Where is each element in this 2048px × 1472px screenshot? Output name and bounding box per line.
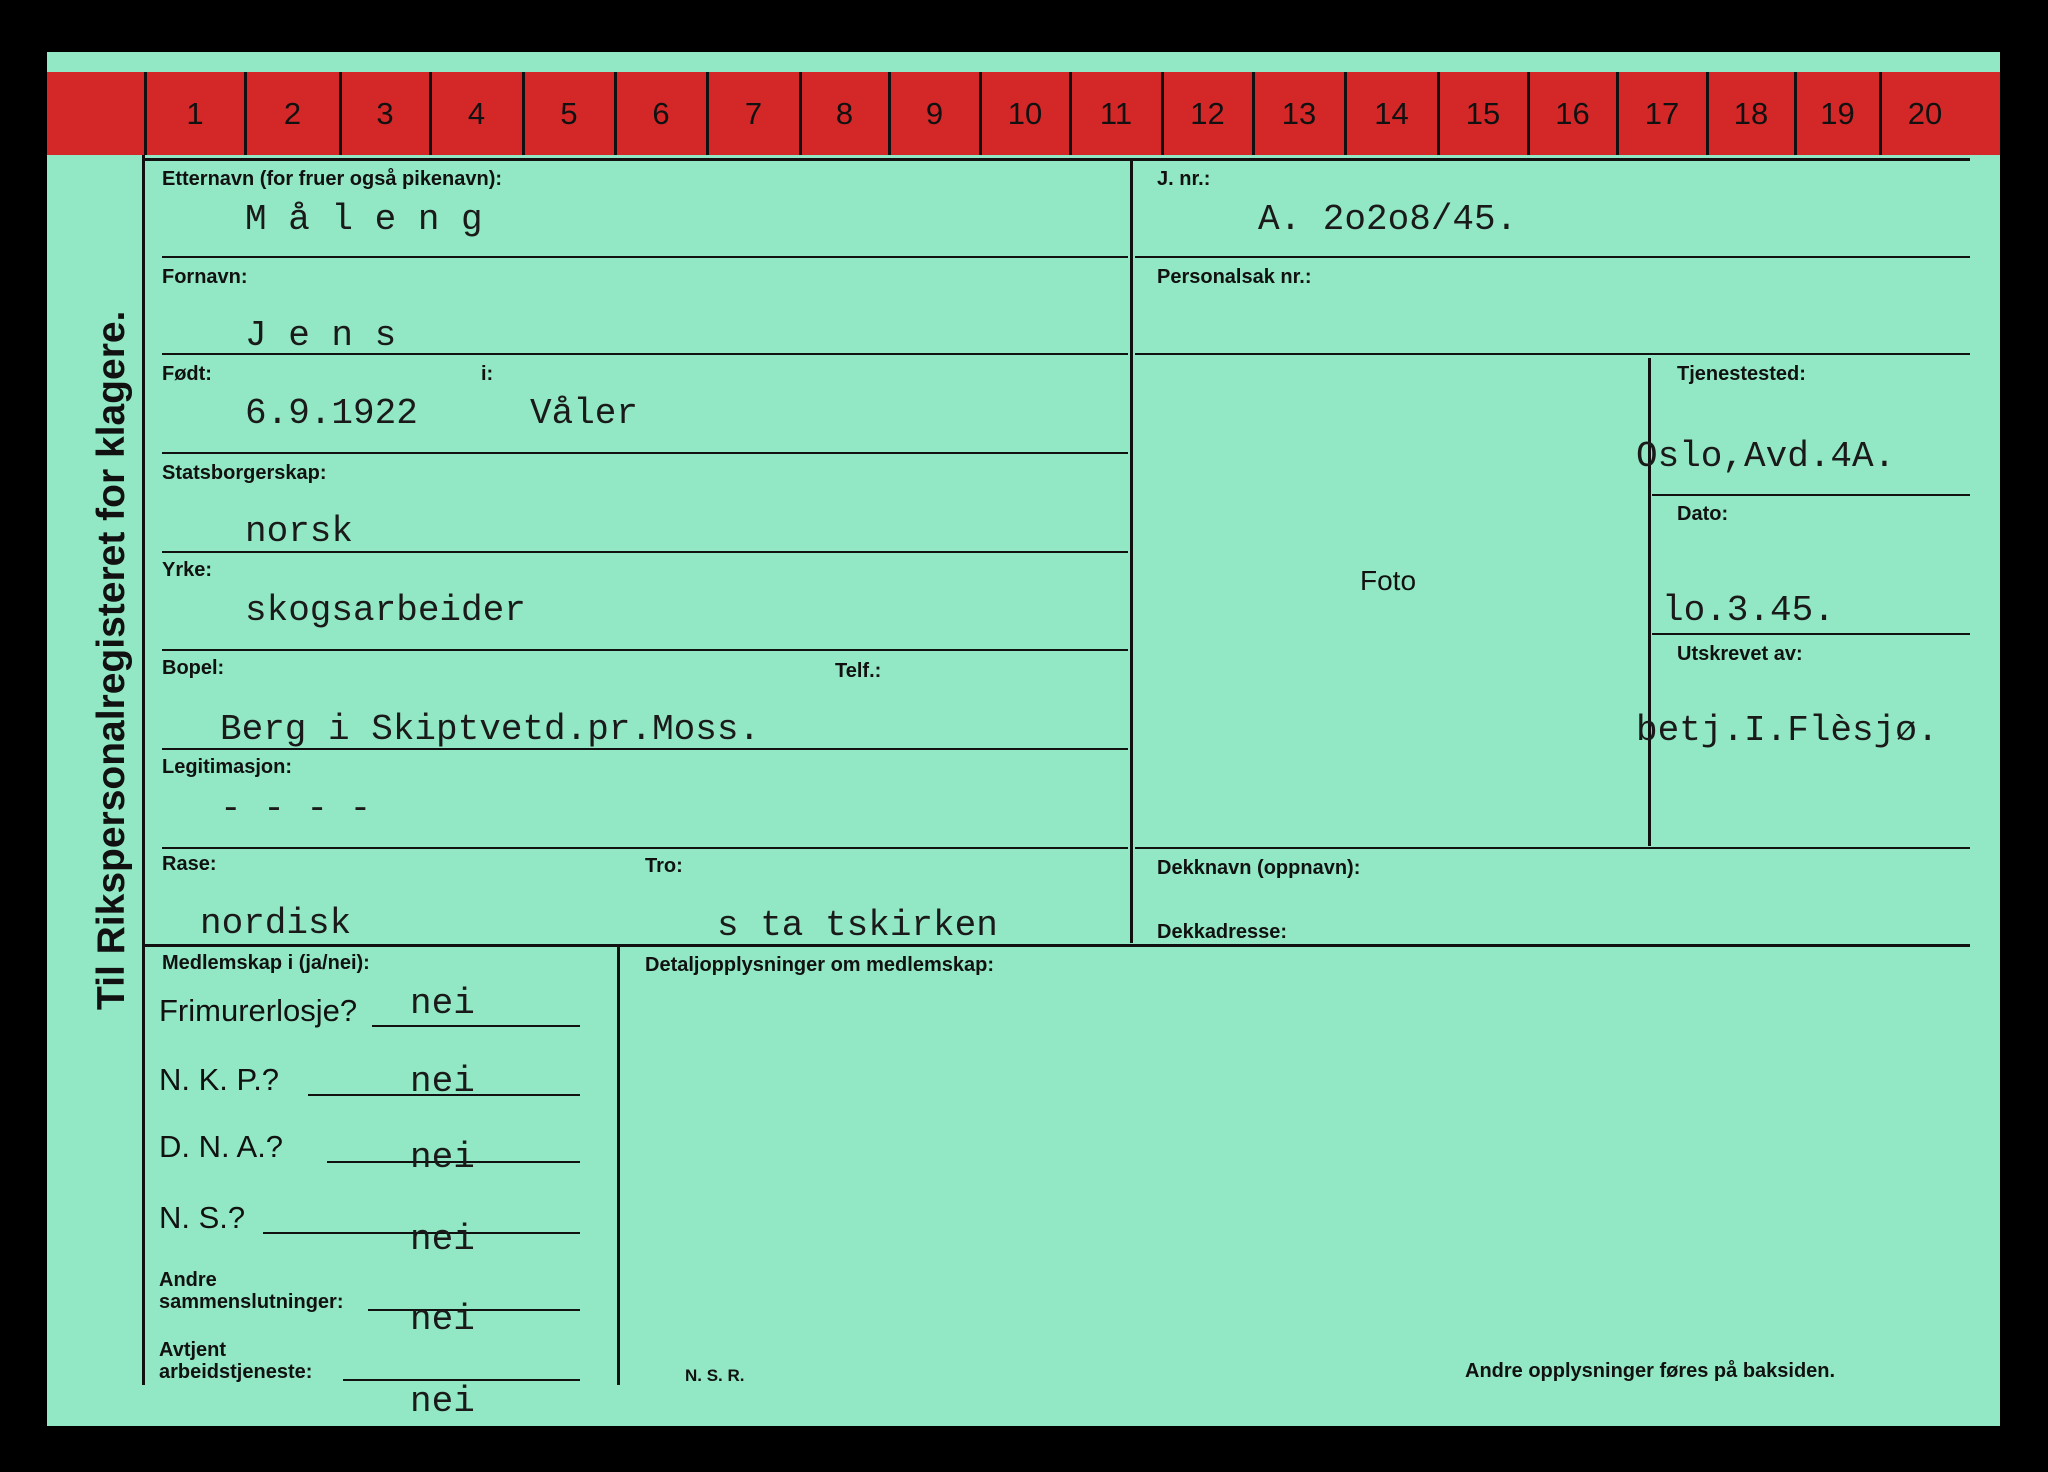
rule	[1652, 494, 1970, 496]
label-bopel: Bopel:	[162, 657, 225, 679]
column-number: 17	[1644, 95, 1680, 131]
value-dato: lo.3.45.	[1662, 590, 1835, 631]
column-number: 10	[1007, 95, 1043, 131]
label-avtjent-1: Avtjent	[159, 1339, 227, 1361]
column-number: 7	[744, 95, 763, 131]
column-number: 6	[652, 95, 670, 131]
label-ns: N. S.?	[159, 1200, 246, 1235]
label-nkp: N. K. P.?	[159, 1062, 280, 1097]
label-frimurer: Frimurerlosje?	[159, 993, 358, 1028]
rule	[162, 847, 1128, 849]
value-fodested: Våler	[530, 393, 639, 434]
side-text: Til Rikspersonalregisteret for klagere.	[90, 310, 133, 1010]
label-tjenestested: Tjenestested:	[1677, 363, 1806, 385]
label-fornavn: Fornavn:	[162, 266, 248, 288]
rule	[162, 452, 1128, 454]
value-rase: nordisk	[200, 903, 352, 944]
label-dekknavn: Dekknavn (oppnavn):	[1157, 857, 1361, 879]
column-number: 15	[1465, 95, 1501, 131]
label-utskrevet: Utskrevet av:	[1677, 643, 1803, 665]
label-dna: D. N. A.?	[159, 1129, 284, 1164]
label-dato: Dato:	[1677, 503, 1729, 525]
column-number: 18	[1733, 95, 1769, 131]
value-jnr: A. 2o2o8/45.	[1258, 199, 1518, 240]
middle-divider	[1130, 161, 1133, 943]
rule	[142, 944, 1970, 947]
label-foto: Foto	[1360, 565, 1417, 596]
rule	[162, 256, 1128, 258]
value-yrke: skogsarbeider	[245, 590, 526, 631]
photo-divider	[1648, 358, 1651, 846]
left-border	[142, 155, 145, 1385]
rule	[1652, 633, 1970, 635]
label-telf: Telf.:	[835, 660, 882, 682]
label-nsr: N. S. R.	[685, 1366, 745, 1385]
label-statsborgerskap: Statsborgerskap:	[162, 462, 327, 484]
value-bopel: Berg i Skiptvetd.pr.Moss.	[220, 709, 761, 750]
label-dekkadresse: Dekkadresse:	[1157, 921, 1288, 943]
label-avtjent-2: arbeidstjeneste:	[159, 1361, 313, 1383]
column-number: 16	[1555, 95, 1590, 131]
column-number: 20	[1907, 95, 1943, 131]
label-rase: Rase:	[162, 853, 217, 875]
value-fodt: 6.9.1922	[245, 393, 418, 434]
label-andre-2: sammenslutninger:	[159, 1291, 344, 1313]
value-fornavn: J e n s	[245, 315, 397, 356]
footer-note: Andre opplysninger føres på baksiden.	[1465, 1360, 1836, 1382]
value-ns: nei	[410, 1219, 475, 1260]
label-yrke: Yrke:	[162, 559, 213, 581]
label-andre-1: Andre	[159, 1269, 217, 1291]
top-line	[142, 158, 1970, 161]
value-nkp: nei	[410, 1061, 475, 1102]
label-i: i:	[481, 363, 494, 385]
value-tro: s ta tskirken	[717, 905, 998, 946]
column-number: 1	[186, 95, 204, 131]
rule	[162, 649, 1128, 651]
label-fodt: Født:	[162, 363, 212, 385]
label-medlemskap: Medlemskap i (ja/nei):	[162, 952, 370, 974]
column-number: 11	[1099, 95, 1133, 131]
lower-divider	[617, 945, 620, 1385]
column-number: 13	[1281, 95, 1317, 131]
value-dna: nei	[410, 1137, 475, 1178]
column-number: 2	[283, 95, 302, 131]
rule	[1135, 847, 1970, 849]
value-legitimasjon: - - - -	[220, 788, 372, 829]
value-utskrevet: betj.I.Flèsjø.	[1636, 710, 1939, 751]
label-tro: Tro:	[645, 855, 683, 877]
label-personalsak: Personalsak nr.:	[1157, 266, 1312, 288]
column-number: 3	[376, 95, 394, 131]
column-number: 8	[835, 95, 854, 131]
column-number: 14	[1374, 95, 1409, 131]
column-number: 12	[1190, 95, 1225, 131]
label-legitimasjon: Legitimasjon:	[162, 756, 293, 778]
column-number: 5	[560, 95, 578, 131]
rule	[372, 1025, 580, 1027]
value-avtjent: nei	[410, 1381, 475, 1422]
label-etternavn: Etternavn (for fruer også pikenavn):	[162, 168, 503, 190]
value-andre: nei	[410, 1299, 475, 1340]
value-frimurer: nei	[410, 983, 475, 1024]
value-etternavn: M å l e n g	[245, 199, 483, 240]
rule	[1135, 353, 1970, 355]
value-tjenestested: Oslo,Avd.4A.	[1636, 436, 1896, 477]
column-number: 4	[467, 95, 486, 131]
column-number: 9	[925, 95, 944, 131]
value-statsborgerskap: norsk	[245, 511, 354, 552]
rule	[1135, 256, 1970, 258]
column-number: 19	[1820, 95, 1855, 131]
label-jnr: J. nr.:	[1157, 168, 1211, 190]
label-detaljopplysninger: Detaljopplysninger om medlemskap:	[645, 954, 994, 976]
